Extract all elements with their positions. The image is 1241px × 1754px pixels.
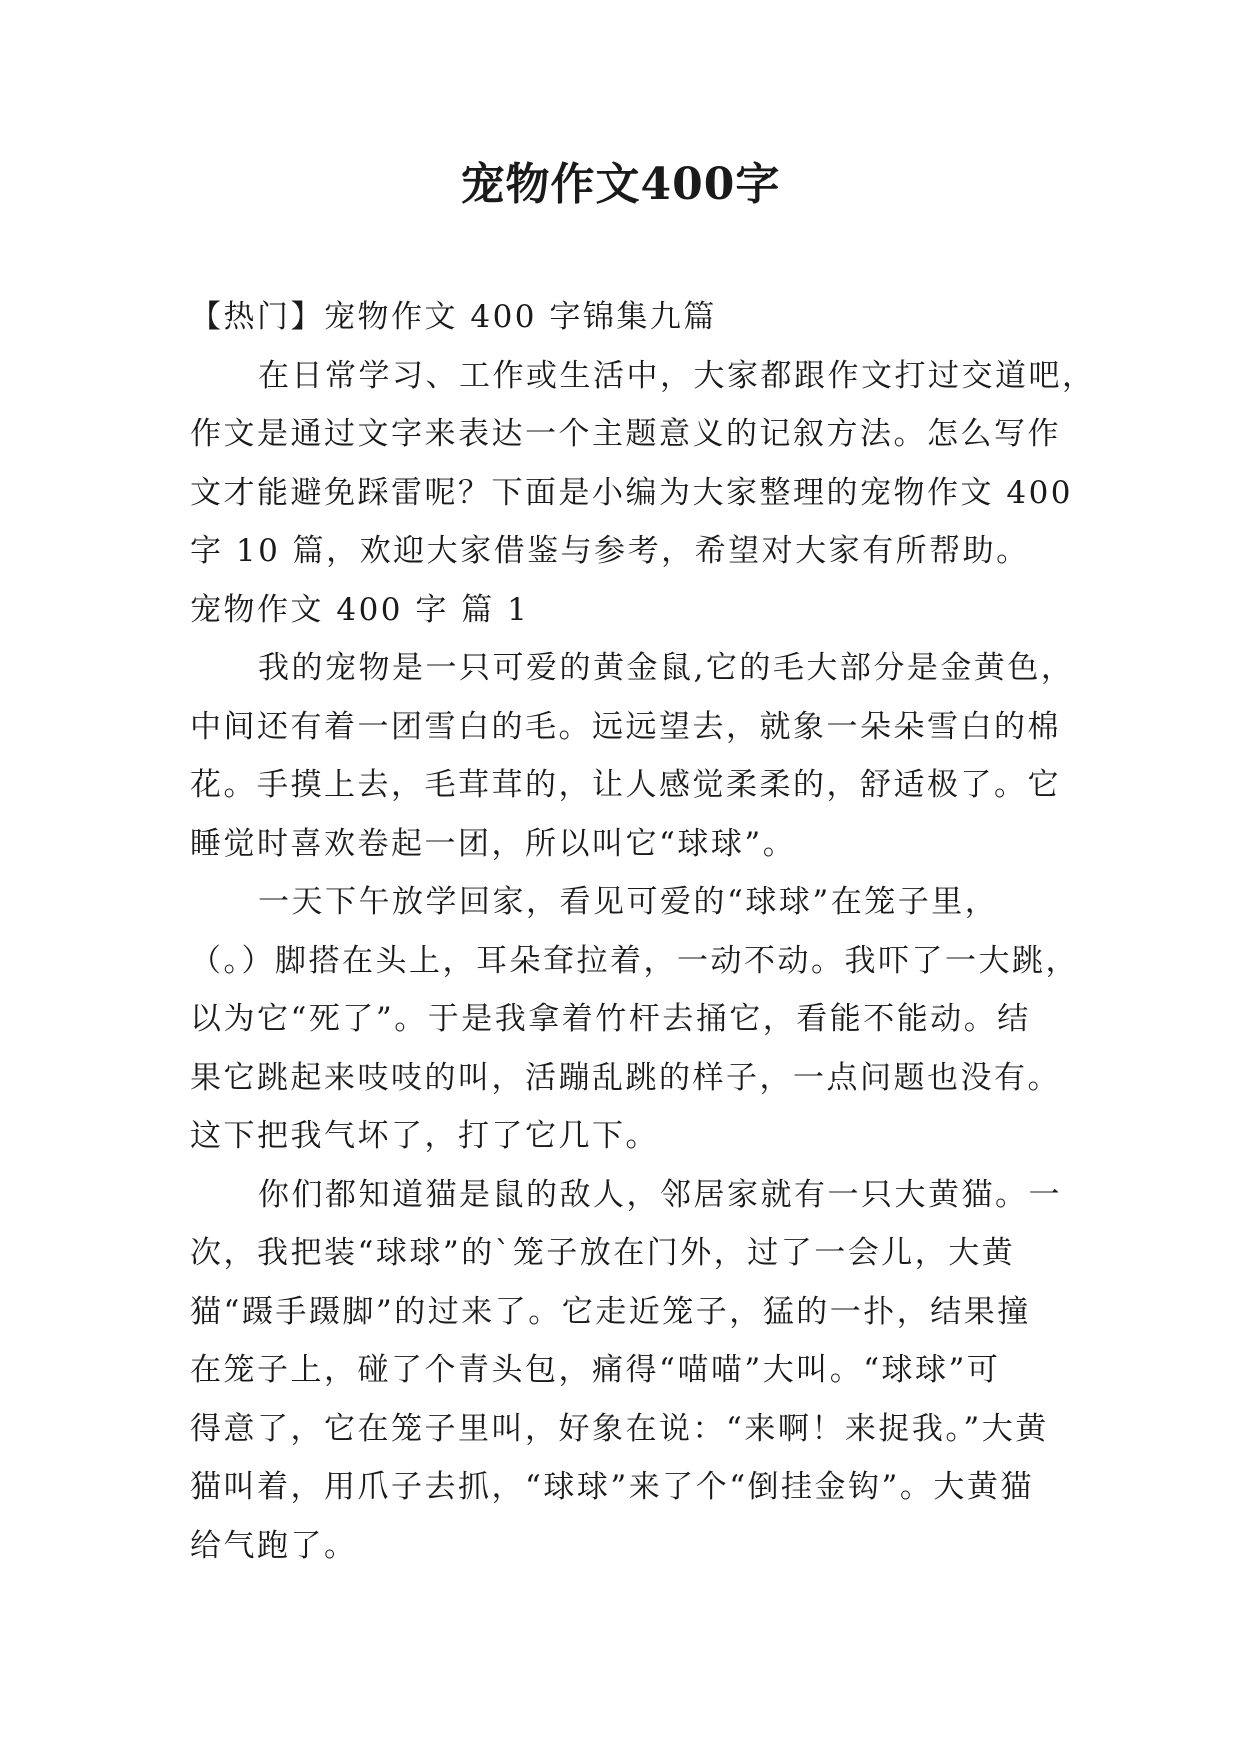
text-line: 作文是通过文字来表达一个主题意义的记叙方法。怎么写作 <box>190 416 1061 452</box>
text-line: 得意了，它在笼子里叫，好象在说：“来啊！来捉我。”大黄 <box>190 1410 1049 1447</box>
text-line: 【热门】宠物作文 400 字锦集九篇 <box>190 299 717 335</box>
text-line: 花。手摸上去，毛茸茸的，让人感觉柔柔的，舒适极了。它 <box>190 767 1061 803</box>
text-line: 文才能避免踩雷呢？下面是小编为大家整理的宠物作文 400 <box>190 474 1074 511</box>
text-line: 给气跑了。 <box>190 1527 358 1564</box>
text-line: 睡觉时喜欢卷起一团，所以叫它“球球”。 <box>190 825 797 862</box>
text-line: （。）脚搭在头上，耳朵耷拉着，一动不动。我吓了一大跳， <box>190 942 1079 979</box>
text-line: 猫叫着，用爪子去抓，“球球”来了个“倒挂金钩”。大黄猫 <box>190 1469 1034 1505</box>
text-line: 宠物作文 400 字 篇 1 <box>190 591 530 628</box>
document-body <box>190 288 1096 1575</box>
text-line: 果它跳起来吱吱的叫，活蹦乱跳的样子，一点问题也没有。 <box>190 1059 1061 1096</box>
text-line: 这下把我气坏了，打了它几下。 <box>190 1118 659 1154</box>
document-title: 宠物作文400字 <box>460 159 781 210</box>
text-line: 以为它“死了”。于是我拿着竹杆去捅它，看能不能动。结 <box>190 1001 1031 1037</box>
text-line: 字 10 篇，欢迎大家借鉴与参考，希望对大家有所帮助。 <box>190 533 1030 569</box>
text-line: 在笼子上，碰了个青头包，痛得“喵喵”大叫。“球球”可 <box>190 1352 1001 1388</box>
text-line: 你们都知道猫是鼠的敌人，邻居家就有一只大黄猫。一 <box>258 1176 1062 1213</box>
text-line: 中间还有着一团雪白的毛。远远望去，就象一朵朵雪白的棉 <box>190 708 1061 745</box>
text-line: 在日常学习、工作或生活中，大家都跟作文打过交道吧， <box>258 357 1096 394</box>
text-line: 我的宠物是一只可爱的黄金鼠,它的毛大部分是金黄色， <box>258 650 1075 686</box>
text-line: 次，我把装“球球”的`笼子放在门外，过了一会儿，大黄 <box>190 1235 1016 1271</box>
text-line: 一天下午放学回家，看见可爱的“球球”在笼子里， <box>258 884 999 920</box>
text-line: 猫“蹑手蹑脚”的过来了。它走近笼子，猛的一扑，结果撞 <box>190 1293 1031 1330</box>
